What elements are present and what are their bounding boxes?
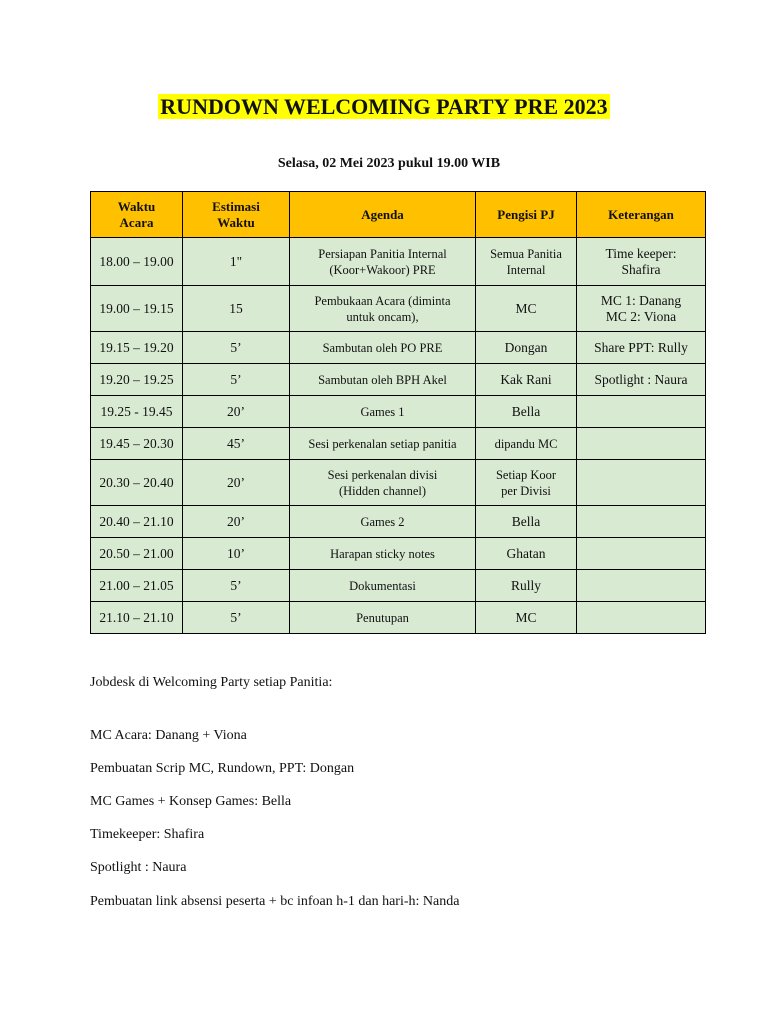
cell-pengisi-text: Semua Panitia	[490, 246, 562, 261]
cell-pengisi-text: Internal	[506, 262, 546, 277]
table-row	[91, 238, 706, 286]
cell-agenda-text: Persiapan Panitia Internal	[318, 246, 447, 261]
cell-agenda	[290, 602, 476, 634]
cell-pengisi-text: Setiap Koor	[495, 467, 557, 482]
cell-waktu	[91, 428, 183, 460]
cell-pengisi-text: Bella	[511, 403, 541, 419]
cell-estimasi	[183, 460, 290, 506]
cell-estimasi-text: 45’	[227, 435, 245, 451]
cell-waktu-text: 19.20 – 19.25	[99, 371, 174, 387]
cell-waktu	[91, 538, 183, 570]
document-title-text: RUNDOWN WELCOMING PARTY PRE 2023	[160, 94, 608, 119]
jobdesk-item: MC Acara: Danang + Viona	[90, 728, 247, 743]
cell-pengisi-text: MC	[515, 609, 537, 625]
cell-agenda	[290, 570, 476, 602]
cell-waktu	[91, 332, 183, 364]
cell-pengisi-text: Ghatan	[506, 545, 546, 561]
cell-agenda	[290, 428, 476, 460]
cell-agenda-text: Sambutan oleh PO PRE	[322, 340, 443, 355]
cell-keterangan-text: Spotlight : Naura	[594, 371, 688, 387]
cell-estimasi-text: 20’	[227, 513, 245, 529]
cell-keterangan-text: Shafira	[621, 261, 661, 277]
cell-agenda-text: Games 1	[360, 404, 405, 419]
cell-estimasi	[183, 364, 290, 396]
cell-pengisi	[476, 602, 577, 634]
jobdesk-item: Timekeeper: Shafira	[90, 827, 205, 842]
cell-agenda-text: Sambutan oleh BPH Akel	[318, 372, 447, 387]
cell-waktu-text: 18.00 – 19.00	[99, 253, 174, 269]
cell-waktu-text: 19.25 - 19.45	[100, 403, 173, 419]
jobdesk-item: Spotlight : Naura	[90, 860, 187, 875]
cell-waktu	[91, 602, 183, 634]
table-row	[91, 286, 706, 332]
document-title	[0, 94, 768, 120]
cell-agenda-text: Pembukaan Acara (diminta	[314, 293, 451, 308]
cell-agenda-text: (Hidden channel)	[338, 483, 427, 498]
cell-keterangan-text: MC 2: Viona	[605, 308, 677, 324]
cell-keterangan	[577, 332, 706, 364]
cell-waktu	[91, 396, 183, 428]
table-header-row	[91, 192, 706, 238]
cell-waktu	[91, 286, 183, 332]
cell-agenda	[290, 286, 476, 332]
cell-agenda-text: untuk oncam),	[346, 309, 419, 324]
cell-agenda-text: Games 2	[360, 514, 405, 529]
table-row	[91, 506, 706, 538]
table-row	[91, 396, 706, 428]
cell-pengisi	[476, 506, 577, 538]
cell-agenda	[290, 364, 476, 396]
header-pengisi-pj: Pengisi PJ	[476, 192, 577, 238]
cell-agenda-text: Harapan sticky notes	[330, 546, 435, 561]
table-row	[91, 538, 706, 570]
cell-waktu	[91, 238, 183, 286]
header-estimasi-waktu: Estimasi Waktu	[183, 192, 290, 238]
cell-estimasi-text: 20’	[227, 474, 245, 490]
cell-keterangan	[577, 602, 706, 634]
cell-keterangan	[577, 538, 706, 570]
cell-keterangan	[577, 460, 706, 506]
table-row	[91, 364, 706, 396]
cell-estimasi-text: 1"	[229, 253, 243, 269]
header-waktu-acara: Waktu Acara	[91, 192, 183, 238]
table-row	[91, 332, 706, 364]
cell-agenda-text: Sesi perkenalan setiap panitia	[308, 436, 457, 451]
cell-estimasi	[183, 238, 290, 286]
cell-pengisi	[476, 364, 577, 396]
cell-agenda-text: (Koor+Wakoor) PRE	[329, 262, 436, 277]
cell-keterangan-text: Share PPT: Rully	[594, 339, 688, 355]
table-row	[91, 602, 706, 634]
cell-agenda	[290, 538, 476, 570]
cell-keterangan	[577, 396, 706, 428]
cell-waktu-text: 20.40 – 21.10	[99, 513, 174, 529]
cell-agenda	[290, 460, 476, 506]
rundown-table	[90, 191, 706, 634]
cell-pengisi-text: Kak Rani	[500, 371, 552, 387]
cell-pengisi	[476, 538, 577, 570]
table-row	[91, 428, 706, 460]
cell-estimasi-text: 5’	[230, 339, 242, 355]
cell-estimasi-text: 15	[229, 300, 243, 316]
cell-waktu-text: 19.15 – 19.20	[99, 339, 174, 355]
cell-pengisi	[476, 428, 577, 460]
cell-agenda	[290, 396, 476, 428]
cell-pengisi-text: Rully	[510, 577, 541, 593]
cell-estimasi	[183, 332, 290, 364]
jobdesk-item: Pembuatan link absensi peserta + bc infoan h-1 dan hari-h: Nanda	[90, 894, 460, 909]
cell-pengisi-text: MC	[515, 300, 537, 316]
cell-pengisi	[476, 332, 577, 364]
cell-pengisi	[476, 396, 577, 428]
cell-estimasi-text: 5’	[230, 609, 242, 625]
cell-estimasi	[183, 602, 290, 634]
cell-keterangan	[577, 570, 706, 602]
jobdesk-item: Pembuatan Scrip MC, Rundown, PPT: Dongan	[90, 761, 355, 776]
cell-agenda-text: Dokumentasi	[349, 578, 416, 593]
cell-keterangan	[577, 506, 706, 538]
cell-waktu-text: 19.00 – 19.15	[99, 300, 174, 316]
cell-estimasi	[183, 396, 290, 428]
cell-keterangan	[577, 428, 706, 460]
cell-agenda-text: Sesi perkenalan divisi	[327, 467, 438, 482]
cell-waktu-text: 19.45 – 20.30	[99, 435, 174, 451]
cell-pengisi	[476, 570, 577, 602]
header-agenda: Agenda	[290, 192, 476, 238]
cell-estimasi-text: 20’	[227, 403, 245, 419]
cell-estimasi-text: 5’	[230, 577, 242, 593]
cell-waktu-text: 21.00 – 21.05	[99, 577, 174, 593]
cell-estimasi-text: 5’	[230, 371, 242, 387]
cell-pengisi	[476, 286, 577, 332]
cell-agenda	[290, 506, 476, 538]
cell-estimasi	[183, 570, 290, 602]
header-keterangan: Keterangan	[577, 192, 706, 238]
cell-waktu-text: 20.50 – 21.00	[99, 545, 174, 561]
cell-pengisi	[476, 238, 577, 286]
jobdesk-heading: Jobdesk di Welcoming Party setiap Panitia:	[90, 675, 333, 690]
cell-agenda	[290, 332, 476, 364]
cell-keterangan-text: MC 1: Danang	[600, 292, 682, 308]
cell-waktu	[91, 364, 183, 396]
cell-keterangan	[577, 364, 706, 396]
cell-waktu	[91, 460, 183, 506]
cell-estimasi-text: 10’	[227, 545, 245, 561]
cell-keterangan-text: Time keeper:	[605, 245, 677, 261]
cell-pengisi-text: Bella	[511, 513, 541, 529]
table-row	[91, 460, 706, 506]
cell-pengisi	[476, 460, 577, 506]
event-date: Selasa, 02 Mei 2023 pukul 19.00 WIB	[277, 156, 501, 171]
cell-agenda	[290, 238, 476, 286]
cell-keterangan	[577, 286, 706, 332]
cell-waktu	[91, 506, 183, 538]
cell-pengisi-text: per Divisi	[501, 483, 551, 498]
cell-agenda-text: Penutupan	[356, 610, 409, 625]
cell-waktu-text: 21.10 – 21.10	[99, 609, 174, 625]
cell-keterangan	[577, 238, 706, 286]
cell-estimasi	[183, 286, 290, 332]
cell-pengisi-text: dipandu MC	[494, 436, 558, 451]
cell-pengisi-text: Dongan	[504, 339, 548, 355]
cell-estimasi	[183, 538, 290, 570]
cell-estimasi	[183, 506, 290, 538]
cell-waktu	[91, 570, 183, 602]
cell-waktu-text: 20.30 – 20.40	[99, 474, 174, 490]
jobdesk-item: MC Games + Konsep Games: Bella	[90, 794, 292, 809]
table-row	[91, 570, 706, 602]
cell-estimasi	[183, 428, 290, 460]
